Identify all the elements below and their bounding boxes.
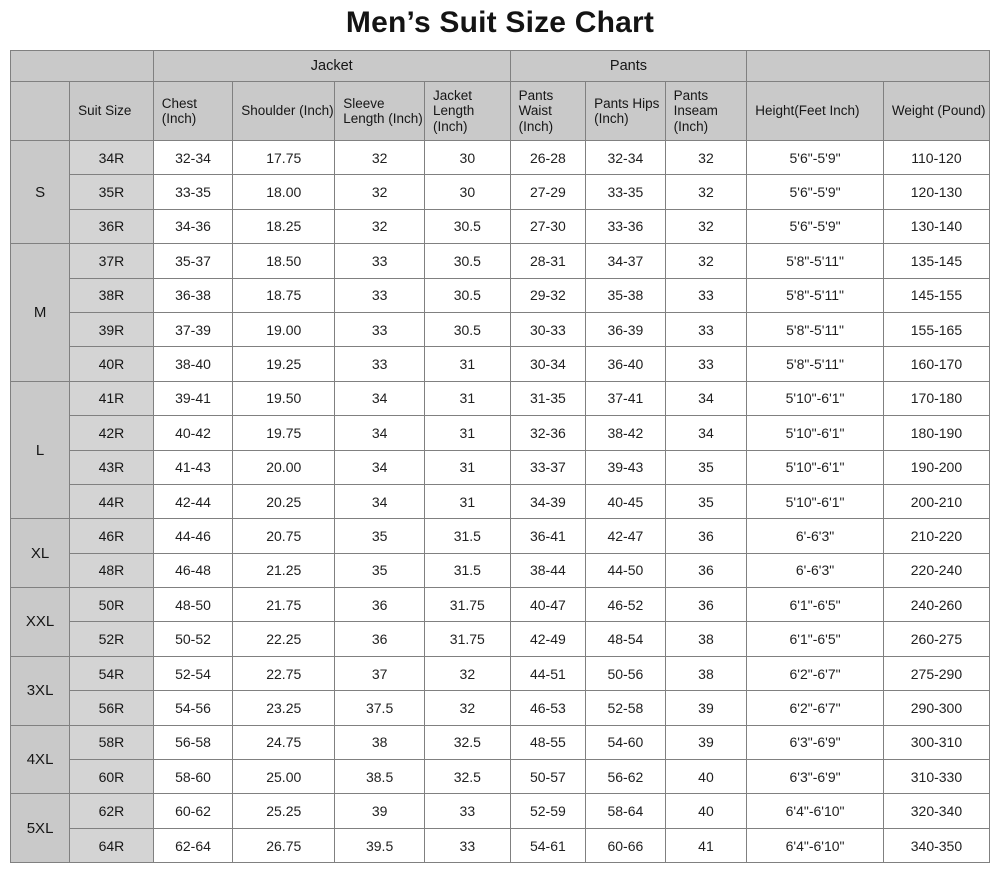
column-header-suit-size: Suit Size — [70, 82, 154, 141]
cell-height: 6'1"-6'5" — [747, 588, 884, 622]
cell-weight: 180-190 — [883, 416, 989, 450]
cell-pants-waist: 46-53 — [510, 691, 585, 725]
cell-sleeve-length: 37 — [335, 656, 425, 690]
cell-height: 5'8"-5'11" — [747, 312, 884, 346]
table-row — [11, 209, 990, 243]
cell-pants-hips: 40-45 — [586, 484, 666, 518]
cell-chest: 41-43 — [153, 450, 233, 484]
cell-pants-hips: 60-66 — [586, 828, 666, 862]
cell-height: 6'4"-6'10" — [747, 828, 884, 862]
cell-sleeve-length: 33 — [335, 244, 425, 278]
cell-suit-size: 34R — [70, 141, 154, 175]
cell-sleeve-length: 35 — [335, 519, 425, 553]
cell-suit-size: 54R — [70, 656, 154, 690]
cell-sleeve-length: 39.5 — [335, 828, 425, 862]
cell-chest: 46-48 — [153, 553, 233, 587]
cell-shoulder: 19.00 — [233, 312, 335, 346]
size-group-label: XL — [11, 519, 70, 588]
cell-chest: 34-36 — [153, 209, 233, 243]
column-header-sleeve-length: Sleeve Length (Inch) — [335, 82, 425, 141]
cell-weight: 200-210 — [883, 484, 989, 518]
cell-pants-inseam: 36 — [665, 553, 747, 587]
cell-pants-waist: 30-33 — [510, 312, 585, 346]
size-group-label: 4XL — [11, 725, 70, 794]
suit-size-table — [10, 50, 990, 863]
cell-pants-waist: 26-28 — [510, 141, 585, 175]
cell-sleeve-length: 34 — [335, 416, 425, 450]
cell-height: 6'3"-6'9" — [747, 760, 884, 794]
cell-jacket-length: 31.75 — [424, 622, 510, 656]
group-header-blank-0 — [11, 51, 154, 82]
cell-height: 5'10"-6'1" — [747, 381, 884, 415]
cell-pants-inseam: 32 — [665, 175, 747, 209]
cell-jacket-length: 31.75 — [424, 588, 510, 622]
cell-pants-waist: 34-39 — [510, 484, 585, 518]
cell-jacket-length: 30 — [424, 141, 510, 175]
cell-chest: 38-40 — [153, 347, 233, 381]
cell-weight: 170-180 — [883, 381, 989, 415]
cell-jacket-length: 31.5 — [424, 553, 510, 587]
cell-height: 5'6"-5'9" — [747, 141, 884, 175]
cell-jacket-length: 33 — [424, 794, 510, 828]
cell-chest: 44-46 — [153, 519, 233, 553]
column-header-pants-inseam: Pants Inseam (Inch) — [665, 82, 747, 141]
cell-jacket-length: 32 — [424, 691, 510, 725]
group-header-pants: Pants — [510, 51, 747, 82]
table-row — [11, 484, 990, 518]
cell-pants-inseam: 38 — [665, 622, 747, 656]
cell-pants-hips: 35-38 — [586, 278, 666, 312]
cell-suit-size: 56R — [70, 691, 154, 725]
cell-height: 6'-6'3" — [747, 553, 884, 587]
cell-sleeve-length: 32 — [335, 175, 425, 209]
cell-jacket-length: 30.5 — [424, 244, 510, 278]
cell-chest: 36-38 — [153, 278, 233, 312]
cell-pants-hips: 44-50 — [586, 553, 666, 587]
column-header-group — [11, 82, 70, 141]
cell-weight: 160-170 — [883, 347, 989, 381]
cell-height: 6'3"-6'9" — [747, 725, 884, 759]
cell-weight: 135-145 — [883, 244, 989, 278]
cell-pants-inseam: 35 — [665, 484, 747, 518]
cell-jacket-length: 31 — [424, 347, 510, 381]
group-header-row — [11, 51, 990, 82]
cell-suit-size: 52R — [70, 622, 154, 656]
size-group-label: 3XL — [11, 656, 70, 725]
table-row — [11, 141, 990, 175]
group-header-blank-3 — [747, 51, 990, 82]
cell-jacket-length: 31 — [424, 416, 510, 450]
cell-jacket-length: 32.5 — [424, 760, 510, 794]
table-row — [11, 381, 990, 415]
cell-suit-size: 41R — [70, 381, 154, 415]
column-header-weight: Weight (Pound) — [883, 82, 989, 141]
cell-shoulder: 19.75 — [233, 416, 335, 450]
cell-shoulder: 18.50 — [233, 244, 335, 278]
cell-pants-inseam: 33 — [665, 347, 747, 381]
cell-weight: 110-120 — [883, 141, 989, 175]
cell-pants-inseam: 41 — [665, 828, 747, 862]
cell-jacket-length: 30.5 — [424, 278, 510, 312]
cell-pants-hips: 36-39 — [586, 312, 666, 346]
cell-pants-hips: 42-47 — [586, 519, 666, 553]
cell-shoulder: 17.75 — [233, 141, 335, 175]
table-row — [11, 519, 990, 553]
cell-suit-size: 38R — [70, 278, 154, 312]
cell-pants-inseam: 33 — [665, 278, 747, 312]
cell-chest: 35-37 — [153, 244, 233, 278]
cell-weight: 220-240 — [883, 553, 989, 587]
table-row — [11, 244, 990, 278]
cell-sleeve-length: 32 — [335, 209, 425, 243]
cell-pants-hips: 34-37 — [586, 244, 666, 278]
cell-chest: 58-60 — [153, 760, 233, 794]
cell-jacket-length: 31.5 — [424, 519, 510, 553]
table-body — [11, 141, 990, 863]
cell-jacket-length: 32 — [424, 656, 510, 690]
size-group-label: XXL — [11, 588, 70, 657]
table-row — [11, 588, 990, 622]
cell-suit-size: 35R — [70, 175, 154, 209]
cell-chest: 52-54 — [153, 656, 233, 690]
cell-suit-size: 42R — [70, 416, 154, 450]
cell-pants-waist: 28-31 — [510, 244, 585, 278]
cell-pants-waist: 52-59 — [510, 794, 585, 828]
cell-chest: 32-34 — [153, 141, 233, 175]
cell-pants-inseam: 39 — [665, 691, 747, 725]
cell-weight: 155-165 — [883, 312, 989, 346]
table-row — [11, 175, 990, 209]
cell-suit-size: 64R — [70, 828, 154, 862]
cell-jacket-length: 30.5 — [424, 209, 510, 243]
cell-weight: 145-155 — [883, 278, 989, 312]
cell-pants-waist: 38-44 — [510, 553, 585, 587]
cell-shoulder: 18.25 — [233, 209, 335, 243]
size-group-label: 5XL — [11, 794, 70, 863]
cell-shoulder: 20.75 — [233, 519, 335, 553]
cell-sleeve-length: 39 — [335, 794, 425, 828]
cell-pants-waist: 31-35 — [510, 381, 585, 415]
column-header-pants-hips: Pants Hips (Inch) — [586, 82, 666, 141]
cell-suit-size: 40R — [70, 347, 154, 381]
cell-pants-waist: 50-57 — [510, 760, 585, 794]
cell-suit-size: 43R — [70, 450, 154, 484]
group-header-jacket: Jacket — [153, 51, 510, 82]
cell-jacket-length: 31 — [424, 450, 510, 484]
cell-pants-inseam: 32 — [665, 244, 747, 278]
cell-suit-size: 50R — [70, 588, 154, 622]
cell-shoulder: 25.00 — [233, 760, 335, 794]
cell-suit-size: 46R — [70, 519, 154, 553]
cell-height: 5'6"-5'9" — [747, 209, 884, 243]
cell-shoulder: 18.75 — [233, 278, 335, 312]
table-row — [11, 828, 990, 862]
cell-pants-waist: 42-49 — [510, 622, 585, 656]
cell-pants-inseam: 39 — [665, 725, 747, 759]
cell-shoulder: 22.75 — [233, 656, 335, 690]
cell-sleeve-length: 38.5 — [335, 760, 425, 794]
cell-pants-waist: 29-32 — [510, 278, 585, 312]
cell-height: 5'10"-6'1" — [747, 416, 884, 450]
table-row — [11, 347, 990, 381]
cell-shoulder: 19.50 — [233, 381, 335, 415]
cell-pants-waist: 54-61 — [510, 828, 585, 862]
cell-chest: 50-52 — [153, 622, 233, 656]
table-row — [11, 656, 990, 690]
cell-chest: 33-35 — [153, 175, 233, 209]
cell-suit-size: 62R — [70, 794, 154, 828]
cell-height: 5'8"-5'11" — [747, 244, 884, 278]
cell-pants-inseam: 34 — [665, 381, 747, 415]
cell-weight: 310-330 — [883, 760, 989, 794]
cell-suit-size: 44R — [70, 484, 154, 518]
cell-chest: 40-42 — [153, 416, 233, 450]
cell-height: 6'-6'3" — [747, 519, 884, 553]
cell-pants-hips: 56-62 — [586, 760, 666, 794]
cell-sleeve-length: 37.5 — [335, 691, 425, 725]
cell-sleeve-length: 36 — [335, 588, 425, 622]
cell-weight: 290-300 — [883, 691, 989, 725]
cell-shoulder: 22.25 — [233, 622, 335, 656]
cell-pants-hips: 32-34 — [586, 141, 666, 175]
cell-sleeve-length: 33 — [335, 278, 425, 312]
cell-pants-hips: 33-36 — [586, 209, 666, 243]
cell-suit-size: 36R — [70, 209, 154, 243]
cell-suit-size: 39R — [70, 312, 154, 346]
cell-height: 6'4"-6'10" — [747, 794, 884, 828]
column-header-row — [11, 82, 990, 141]
cell-weight: 300-310 — [883, 725, 989, 759]
cell-height: 5'8"-5'11" — [747, 347, 884, 381]
column-header-jacket-length: Jacket Length (Inch) — [424, 82, 510, 141]
cell-weight: 120-130 — [883, 175, 989, 209]
cell-pants-waist: 30-34 — [510, 347, 585, 381]
cell-pants-hips: 38-42 — [586, 416, 666, 450]
cell-pants-inseam: 40 — [665, 794, 747, 828]
cell-pants-waist: 27-29 — [510, 175, 585, 209]
cell-chest: 54-56 — [153, 691, 233, 725]
cell-chest: 56-58 — [153, 725, 233, 759]
table-row — [11, 725, 990, 759]
cell-sleeve-length: 32 — [335, 141, 425, 175]
cell-pants-inseam: 34 — [665, 416, 747, 450]
table-row — [11, 622, 990, 656]
cell-weight: 210-220 — [883, 519, 989, 553]
cell-pants-hips: 50-56 — [586, 656, 666, 690]
cell-weight: 260-275 — [883, 622, 989, 656]
cell-sleeve-length: 35 — [335, 553, 425, 587]
cell-jacket-length: 30 — [424, 175, 510, 209]
cell-weight: 190-200 — [883, 450, 989, 484]
cell-suit-size: 37R — [70, 244, 154, 278]
cell-pants-hips: 58-64 — [586, 794, 666, 828]
cell-pants-hips: 52-58 — [586, 691, 666, 725]
table-row — [11, 760, 990, 794]
cell-weight: 340-350 — [883, 828, 989, 862]
cell-sleeve-length: 33 — [335, 347, 425, 381]
cell-pants-inseam: 32 — [665, 209, 747, 243]
cell-weight: 320-340 — [883, 794, 989, 828]
cell-pants-waist: 44-51 — [510, 656, 585, 690]
size-group-label: M — [11, 244, 70, 382]
cell-pants-inseam: 36 — [665, 588, 747, 622]
cell-sleeve-length: 34 — [335, 381, 425, 415]
table-head — [11, 51, 990, 141]
cell-height: 5'10"-6'1" — [747, 484, 884, 518]
cell-shoulder: 21.25 — [233, 553, 335, 587]
cell-jacket-length: 31 — [424, 484, 510, 518]
cell-jacket-length: 33 — [424, 828, 510, 862]
cell-pants-hips: 36-40 — [586, 347, 666, 381]
cell-shoulder: 18.00 — [233, 175, 335, 209]
cell-height: 6'1"-6'5" — [747, 622, 884, 656]
column-header-shoulder: Shoulder (Inch) — [233, 82, 335, 141]
cell-pants-hips: 39-43 — [586, 450, 666, 484]
cell-pants-waist: 36-41 — [510, 519, 585, 553]
cell-pants-inseam: 33 — [665, 312, 747, 346]
table-row — [11, 553, 990, 587]
cell-sleeve-length: 34 — [335, 450, 425, 484]
cell-pants-inseam: 35 — [665, 450, 747, 484]
cell-sleeve-length: 33 — [335, 312, 425, 346]
cell-pants-inseam: 38 — [665, 656, 747, 690]
cell-chest: 48-50 — [153, 588, 233, 622]
cell-pants-hips: 46-52 — [586, 588, 666, 622]
cell-pants-hips: 54-60 — [586, 725, 666, 759]
cell-jacket-length: 30.5 — [424, 312, 510, 346]
cell-pants-hips: 48-54 — [586, 622, 666, 656]
cell-pants-inseam: 36 — [665, 519, 747, 553]
cell-pants-waist: 40-47 — [510, 588, 585, 622]
cell-pants-waist: 48-55 — [510, 725, 585, 759]
column-header-height: Height(Feet Inch) — [747, 82, 884, 141]
cell-shoulder: 20.25 — [233, 484, 335, 518]
cell-chest: 42-44 — [153, 484, 233, 518]
cell-weight: 130-140 — [883, 209, 989, 243]
cell-sleeve-length: 34 — [335, 484, 425, 518]
cell-weight: 275-290 — [883, 656, 989, 690]
cell-shoulder: 20.00 — [233, 450, 335, 484]
cell-weight: 240-260 — [883, 588, 989, 622]
cell-chest: 60-62 — [153, 794, 233, 828]
column-header-chest: Chest (Inch) — [153, 82, 233, 141]
cell-height: 5'8"-5'11" — [747, 278, 884, 312]
cell-suit-size: 58R — [70, 725, 154, 759]
cell-height: 6'2"-6'7" — [747, 656, 884, 690]
cell-height: 5'6"-5'9" — [747, 175, 884, 209]
size-group-label: S — [11, 141, 70, 244]
cell-sleeve-length: 36 — [335, 622, 425, 656]
cell-chest: 62-64 — [153, 828, 233, 862]
cell-pants-waist: 33-37 — [510, 450, 585, 484]
cell-chest: 37-39 — [153, 312, 233, 346]
column-header-pants-waist: Pants Waist (Inch) — [510, 82, 585, 141]
cell-sleeve-length: 38 — [335, 725, 425, 759]
table-row — [11, 450, 990, 484]
cell-pants-hips: 33-35 — [586, 175, 666, 209]
cell-suit-size: 60R — [70, 760, 154, 794]
cell-pants-inseam: 40 — [665, 760, 747, 794]
cell-shoulder: 21.75 — [233, 588, 335, 622]
cell-suit-size: 48R — [70, 553, 154, 587]
table-row — [11, 278, 990, 312]
size-group-label: L — [11, 381, 70, 519]
table-row — [11, 312, 990, 346]
cell-shoulder: 19.25 — [233, 347, 335, 381]
cell-jacket-length: 31 — [424, 381, 510, 415]
cell-pants-inseam: 32 — [665, 141, 747, 175]
cell-height: 5'10"-6'1" — [747, 450, 884, 484]
cell-pants-waist: 32-36 — [510, 416, 585, 450]
cell-jacket-length: 32.5 — [424, 725, 510, 759]
table-row — [11, 416, 990, 450]
cell-shoulder: 25.25 — [233, 794, 335, 828]
cell-height: 6'2"-6'7" — [747, 691, 884, 725]
cell-pants-hips: 37-41 — [586, 381, 666, 415]
table-row — [11, 691, 990, 725]
cell-shoulder: 24.75 — [233, 725, 335, 759]
cell-chest: 39-41 — [153, 381, 233, 415]
cell-shoulder: 26.75 — [233, 828, 335, 862]
page-title: Men’s Suit Size Chart — [345, 6, 655, 39]
cell-pants-waist: 27-30 — [510, 209, 585, 243]
table-row — [11, 794, 990, 828]
cell-shoulder: 23.25 — [233, 691, 335, 725]
